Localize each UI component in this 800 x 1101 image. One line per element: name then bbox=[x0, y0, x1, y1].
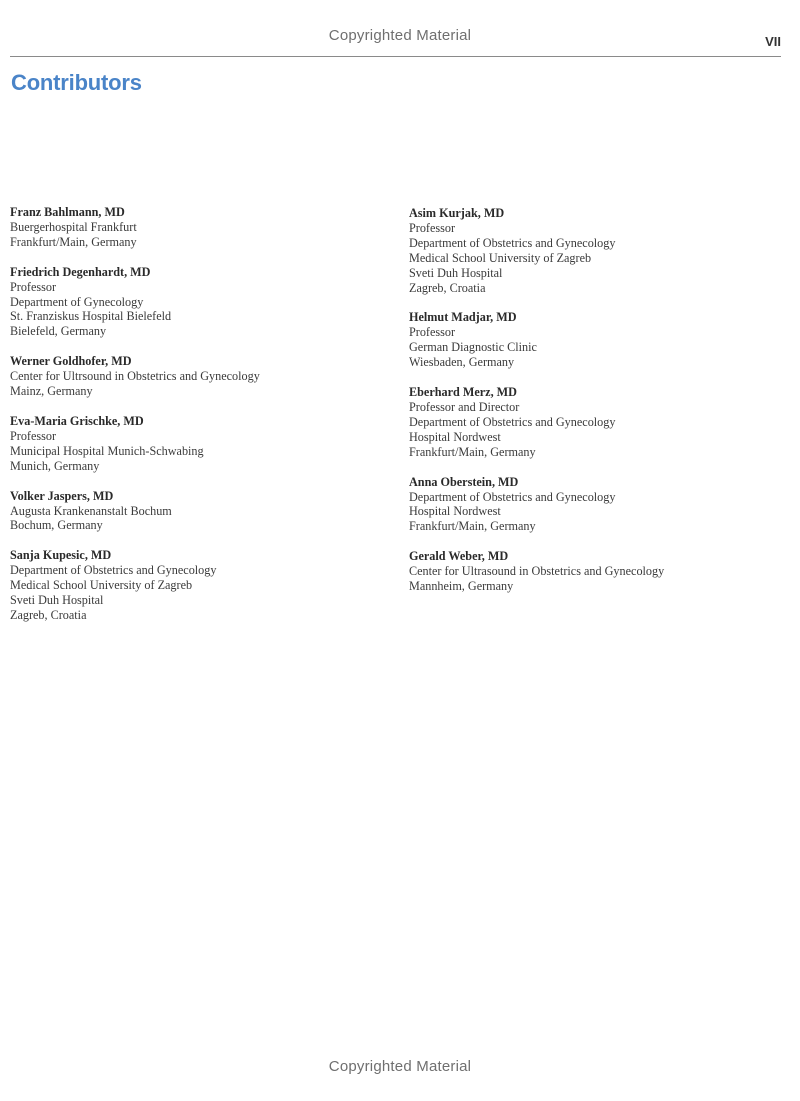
contributor-affiliation-line: Department of Obstetrics and Gynecology bbox=[409, 235, 616, 250]
contributor-entry bbox=[10, 354, 390, 399]
contributor-affiliation-line: Munich, Germany bbox=[10, 458, 100, 473]
contributor-affiliation-line: St. Franziskus Hospital Bielefeld bbox=[10, 309, 172, 324]
contributors-left-column bbox=[10, 205, 390, 638]
contributor-affiliation-line: Professor bbox=[10, 279, 57, 294]
contributor-entry bbox=[10, 548, 390, 623]
contributor-affiliation-line: Medical School University of Zagreb bbox=[409, 250, 592, 265]
contributor-name: Volker Jaspers, MD bbox=[10, 488, 114, 503]
contributor-name: Sanja Kupesic, MD bbox=[10, 548, 112, 563]
contributor-affiliation-line: Bielefeld, Germany bbox=[10, 324, 107, 339]
contributor-entry bbox=[10, 205, 390, 250]
contributor-name: Anna Oberstein, MD bbox=[409, 474, 519, 489]
contributor-affiliation-line: Municipal Hospital Munich-Schwabing bbox=[10, 443, 204, 458]
contributor-entry bbox=[409, 310, 789, 370]
contributor-affiliation-line: Department of Gynecology bbox=[10, 294, 144, 309]
contributor-affiliation-line: Frankfurt/Main, Germany bbox=[409, 444, 536, 459]
header-rule bbox=[10, 56, 781, 57]
contributor-affiliation-line: Professor bbox=[10, 428, 57, 443]
contributor-name: Helmut Madjar, MD bbox=[409, 310, 517, 325]
contributor-name: Eva-Maria Grischke, MD bbox=[10, 413, 144, 428]
contributor-entry bbox=[10, 414, 390, 474]
contributor-affiliation-line: Frankfurt/Main, Germany bbox=[10, 234, 137, 249]
contributors-right-column bbox=[409, 206, 789, 609]
contributor-affiliation-line: Center for Ultrasound in Obstetrics and Gynecology bbox=[409, 564, 665, 579]
contributor-affiliation-line: Department of Obstetrics and Gynecology bbox=[409, 489, 616, 504]
page-number: VII bbox=[765, 34, 781, 49]
contributor-affiliation-line: Hospital Nordwest bbox=[409, 429, 501, 444]
contributor-name: Werner Goldhofer, MD bbox=[10, 354, 132, 369]
contributor-entry bbox=[10, 489, 390, 534]
contributor-affiliation-line: Augusta Krankenanstalt Bochum bbox=[10, 503, 172, 518]
contributor-affiliation-line: Frankfurt/Main, Germany bbox=[409, 519, 536, 534]
contributor-entry bbox=[409, 549, 789, 594]
contributor-affiliation-line: Hospital Nordwest bbox=[409, 504, 501, 519]
contributor-affiliation-line: Department of Obstetrics and Gynecology bbox=[409, 414, 616, 429]
contributor-name: Asim Kurjak, MD bbox=[409, 206, 505, 220]
contributor-name: Franz Bahlmann, MD bbox=[10, 205, 125, 219]
contributor-affiliation-line: Department of Obstetrics and Gynecology bbox=[10, 563, 217, 578]
contributor-affiliation-line: Wiesbaden, Germany bbox=[409, 355, 515, 370]
contributor-affiliation-line: Sveti Duh Hospital bbox=[409, 265, 503, 280]
contributor-affiliation-line: Medical School University of Zagreb bbox=[10, 578, 193, 593]
contributor-name: Eberhard Merz, MD bbox=[409, 385, 517, 400]
contributor-affiliation-line: Center for Ultrsound in Obstetrics and Gynecology bbox=[10, 369, 260, 384]
contributor-affiliation-line: Professor bbox=[409, 220, 456, 235]
contributor-name: Friedrich Degenhardt, MD bbox=[10, 264, 151, 279]
contributor-affiliation-line: German Diagnostic Clinic bbox=[409, 340, 537, 355]
contributor-affiliation-line: Professor bbox=[409, 325, 456, 340]
contributor-affiliation-line: Professor and Director bbox=[409, 399, 520, 414]
contributor-entry bbox=[409, 206, 789, 295]
contributor-affiliation-line: Zagreb, Croatia bbox=[409, 280, 486, 295]
contributor-affiliation-line: Zagreb, Croatia bbox=[10, 607, 87, 622]
contributor-affiliation-line: Mannheim, Germany bbox=[409, 579, 514, 594]
contributor-affiliation-line: Buergerhospital Frankfurt bbox=[10, 219, 137, 234]
copyright-watermark-bottom: Copyrighted Material bbox=[328, 1058, 472, 1075]
contributor-name: Gerald Weber, MD bbox=[409, 549, 509, 564]
page-title: Contributors bbox=[11, 70, 142, 95]
contributor-affiliation-line: Mainz, Germany bbox=[10, 384, 93, 399]
contributor-entry bbox=[10, 265, 390, 340]
contributor-affiliation-line: Sveti Duh Hospital bbox=[10, 593, 104, 608]
contributor-affiliation-line: Bochum, Germany bbox=[10, 518, 103, 533]
contributor-entry bbox=[409, 385, 789, 460]
copyright-watermark-top: Copyrighted Material bbox=[328, 27, 472, 44]
contributor-entry bbox=[409, 475, 789, 535]
